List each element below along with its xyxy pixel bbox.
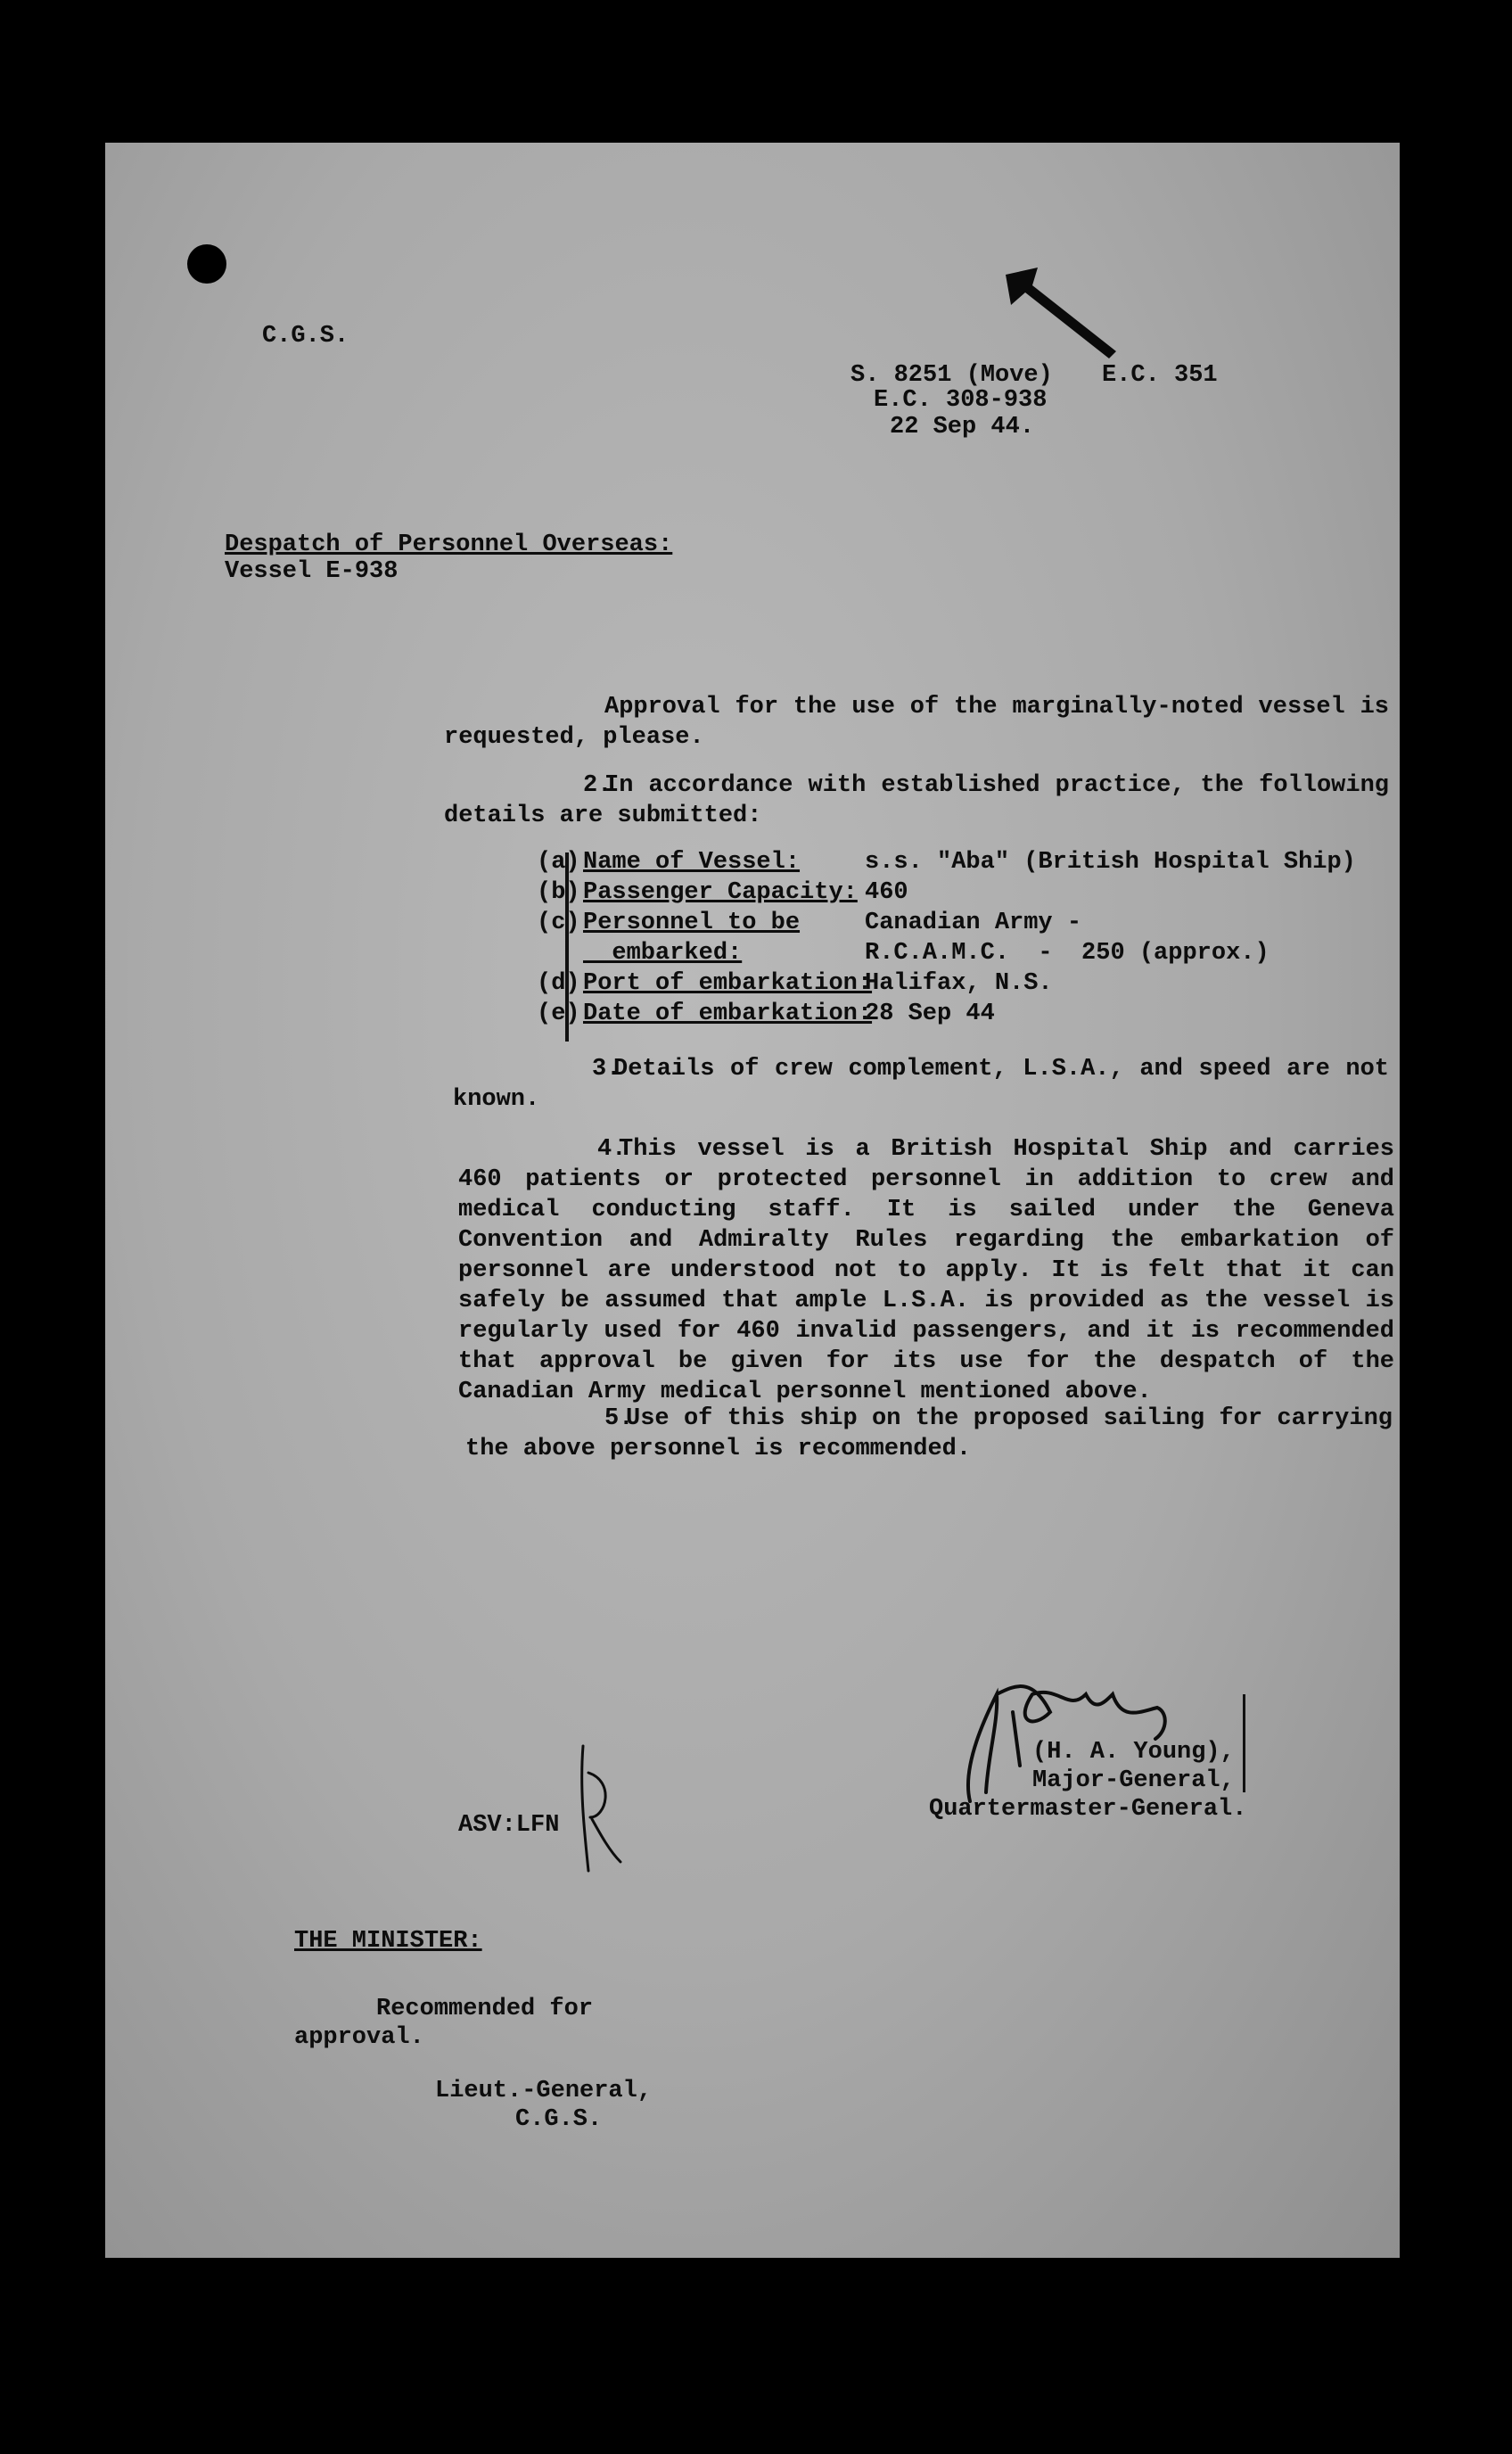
file-number-secondary: E.C. 351 — [1102, 362, 1218, 389]
detail-label: Personnel to be — [583, 910, 801, 936]
paragraph-2 — [444, 770, 1389, 831]
arrow-stamp-icon — [1002, 266, 1127, 364]
paragraph-5 — [465, 1404, 1393, 1464]
paragraph-1: Approval for the use of the marginally-noted vessel is requested, please. — [444, 694, 1389, 751]
detail-row — [537, 938, 1384, 968]
minute-title: C.G.S. — [515, 2106, 603, 2133]
detail-letter: (b) — [537, 879, 580, 906]
detail-label: Port of embarkation: — [583, 970, 873, 997]
signatory-name: (H. A. Young), — [1032, 1739, 1235, 1766]
detail-label: Date of embarkation: — [583, 1001, 873, 1027]
signatory-rank: Major-General, — [1032, 1767, 1235, 1794]
detail-label: embarked: — [583, 940, 743, 967]
addressee: C.G.S. — [262, 323, 349, 350]
paragraph-3-text: Details of crew complement, L.S.A., and speed are not known. — [453, 1056, 1389, 1113]
detail-letter: (a) — [537, 849, 580, 876]
detail-value: s.s. "Aba" (British Hospital Ship) — [865, 849, 1356, 876]
detail-row — [537, 908, 1384, 938]
detail-row — [537, 968, 1384, 999]
detail-value: R.C.A.M.C. - 250 (approx.) — [865, 940, 1270, 967]
detail-value: 460 — [865, 879, 908, 906]
signature-margin-line — [1243, 1694, 1245, 1792]
detail-label: Name of Vessel: — [583, 849, 801, 876]
paragraph-2-text: In accordance with established practice, the following details are submitted: — [444, 772, 1389, 829]
minute-text-2: approval. — [294, 2024, 424, 2051]
paragraph-3-number: 3. — [592, 1056, 621, 1083]
detail-label: Passenger Capacity: — [583, 879, 858, 906]
detail-letter: (d) — [537, 970, 580, 997]
detail-row — [537, 877, 1384, 908]
punch-hole — [187, 244, 226, 284]
paragraph-4-text: This vessel is a British Hospital Ship and carries 460 patients or protected personnel in addition to crew and medical conducting staff. It is sailed under the Geneva Convention and Admiralty Rules regarding the embarkation of personnel are understood not to apply. It is felt that it can safely be assumed that ample L.S.A. is provided as the vessel is regularly used for 460 invalid passengers, and it is recommended that approval be given for its use for the despatch of the Canadian Army medical personnel mentioned above. — [458, 1136, 1394, 1405]
detail-value: 28 Sep 44 — [865, 1001, 995, 1027]
detail-value: Halifax, N.S. — [865, 970, 1053, 997]
initials-mark-icon — [571, 1737, 624, 1880]
subject-vessel: Vessel E-938 — [225, 558, 399, 585]
detail-letter: (c) — [537, 910, 580, 936]
paragraph-3 — [453, 1054, 1389, 1115]
vessel-details — [537, 847, 1384, 1029]
detail-value: Canadian Army - — [865, 910, 1082, 936]
subject-line: Despatch of Personnel Overseas: — [225, 531, 673, 558]
minute-heading: THE MINISTER: — [294, 1928, 482, 1955]
paragraph-4 — [458, 1134, 1394, 1407]
paragraph-5-number: 5. — [604, 1405, 634, 1432]
detail-row — [537, 847, 1384, 877]
detail-letter: (e) — [537, 1001, 580, 1027]
signatory-title: Quartermaster-General. — [929, 1796, 1247, 1823]
document-date: 22 Sep 44. — [890, 414, 1035, 441]
paragraph-2-number: 2. — [583, 772, 612, 799]
reference-initials: ASV:LFN — [458, 1812, 560, 1839]
minute-rank: Lieut.-General, — [435, 2078, 653, 2104]
file-number: S. 8251 (Move) — [850, 362, 1053, 389]
paragraph-4-number: 4. — [597, 1136, 627, 1163]
minute-text-1: Recommended for — [376, 1996, 594, 2022]
document-sheet — [105, 143, 1400, 2258]
detail-row — [537, 999, 1384, 1029]
paragraph-5-text: Use of this ship on the proposed sailing for carrying the above personnel is recommended. — [465, 1405, 1393, 1462]
file-reference: E.C. 308-938 — [874, 387, 1048, 414]
